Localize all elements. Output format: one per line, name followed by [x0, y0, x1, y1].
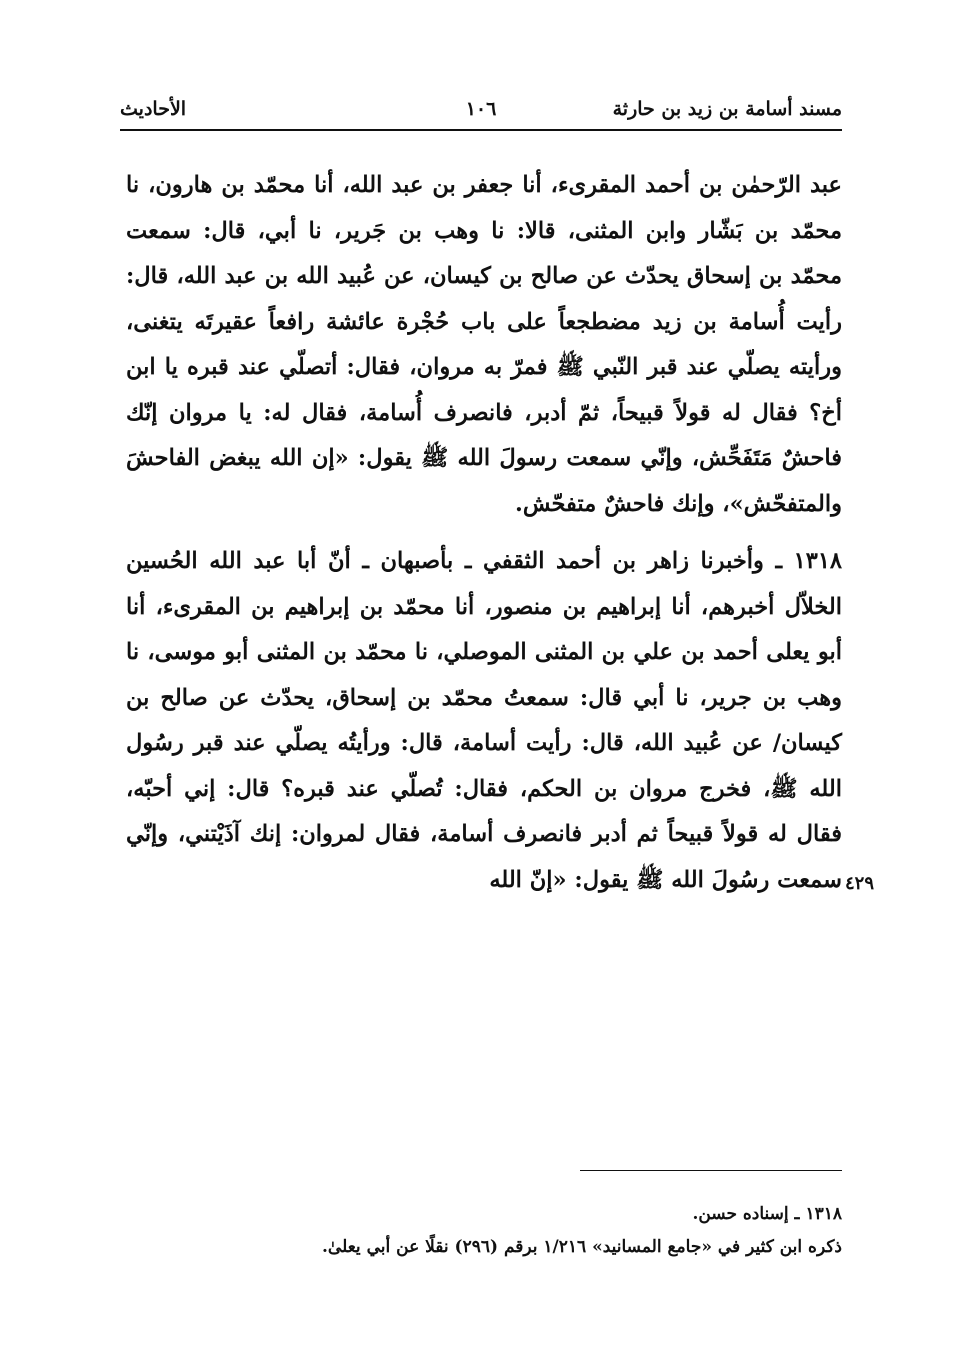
margin-page-reference: ٤٢٩ [845, 873, 875, 894]
page-number: ١٠٦ [465, 98, 497, 120]
header-book-title: مسند أسامة بن زيد بن حارثة [612, 98, 842, 120]
main-text [126, 163, 842, 903]
footnote-line: ذكره ابن كثير في «جامع المسانيد» ١/٢١٦ برقم (٢٩٦) نقلًا عن أبي يعلىٰ. [322, 1237, 842, 1257]
page-header [120, 92, 842, 128]
header-divider [120, 129, 842, 131]
header-section-title: الأحاديث [120, 98, 187, 120]
paragraph-continuation: عبد الرّحمٰن بن أحمد المقرىء، أنا جعفر بن عبد الله، أنا محمّد بن هارون، نا محمّد بن بَشّار وابن المثنى، قالا: نا وهب بن جَرير، نا أبي، قال: سمعت محمّد بن إسحاق يحدّث عن صالح بن كيسان، عن عُبيد الله بن عبد الله، قال: رأيت أُسامة بن زيد مضطجعاً على باب حُجْرة عائشة رافعاً عقيرتَه يتغنى، ورأيته يصلّي عند قبر النّبي ﷺ فمرّ به مروان، فقال: أتصلّي عند قبره يا ابن أخ؟ فقال له قولاً قبيحاً، ثمّ أدبر، فانصرف أُسامة، فقال له: يا مروان إنّك فاحشٌ مَتَفَحِّش، وإنّي سمعت رسولَ الله ﷺ يقول: «إن الله يبغض الفاحشَ والمتفحّش»، وإنك فاحشٌ متفحّش. [126, 172, 842, 517]
paragraph-hadith-1318: ١٣١٨ ـ وأخبرنا زاهر بن أحمد الثقفي ـ بأصبهان ـ أنّ أبا عبد الله الحُسين الخلاّل أخبرهم، أنا إبراهيم بن منصور، أنا محمّد بن إبراهيم بن المقرىء، أنا أبو يعلى أحمد بن علي بن المثنى الموصلي، نا محمّد بن المثنى أبو موسى، نا وهب بن جرير، نا أبي قال: سمعتُ محمّد بن إسحاق، يحدّث عن صالح بن كيسان/ عن عُبيد الله، قال: رأيت أسامة، قال: ورأيتُه يصلّي عند قبر رسُول الله ﷺ، فخرج مروان بن الحكم، فقال: تُصلّي عند قبره؟ قال: إني أحبّه، فقال له قولاً قبيحاً ثم أدبر فانصرف أسامة، فقال لمروان: إنك آذَيْتني، وإنّي سمعت رسُولَ الله ﷺ يقول: «إنّ الله [126, 548, 842, 893]
footnote-divider [580, 1170, 842, 1171]
footnote-line: ١٣١٨ ـ إسناده حسن. [692, 1204, 842, 1224]
footnotes [140, 1198, 842, 1264]
